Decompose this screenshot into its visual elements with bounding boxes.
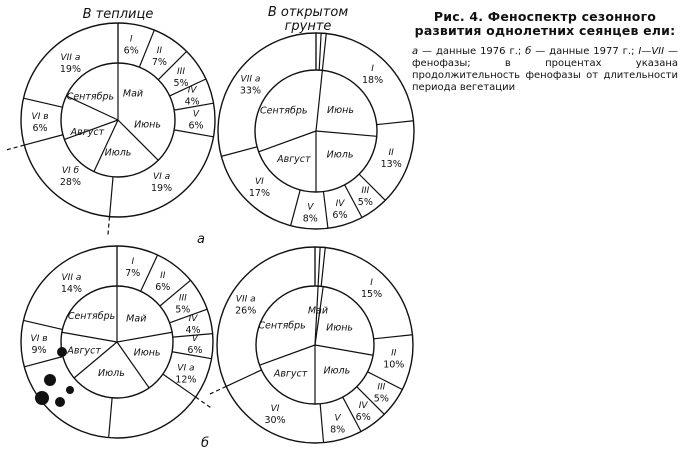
ink-blot xyxy=(57,347,67,357)
chart-1-phase-value: 8% xyxy=(302,213,318,225)
chart-0-phase-value: 6% xyxy=(188,120,204,132)
caption-b: б xyxy=(525,46,532,57)
chart-1-segment-boundary xyxy=(291,190,301,226)
chart-0-month-label: Июнь xyxy=(134,119,162,131)
chart-0-month-label: Май xyxy=(122,88,144,100)
chart-2-month-label: Сентябрь xyxy=(67,311,116,323)
chart-0-phase-value: 6% xyxy=(123,45,139,57)
chart-2-phase-label: III xyxy=(178,293,187,304)
chart-1-month-label: Июнь xyxy=(327,104,354,116)
chart-1-phase-value: 17% xyxy=(248,188,270,200)
chart-3-dashed-mark xyxy=(208,386,226,394)
chart-0-phase-value: 5% xyxy=(173,78,189,90)
chart-0-segment-boundary xyxy=(110,177,113,217)
greenhouse-header: В теплице xyxy=(82,7,154,22)
chart-3-segment-boundary xyxy=(374,335,413,339)
chart-3-month-label: Июль xyxy=(323,365,351,377)
chart-1-month-divider xyxy=(259,131,316,152)
caption-text-2: — данные 1977 г.; xyxy=(531,46,639,57)
chart-0-phase-value: 28% xyxy=(59,177,81,189)
chart-2-segment-boundary xyxy=(23,320,62,329)
caption-text-1: — данные 1976 г.; xyxy=(418,46,526,57)
chart-2-month-divider xyxy=(117,332,172,342)
chart-0-phase-label: VI а xyxy=(152,171,171,182)
chart-1-segment-boundary xyxy=(377,121,414,125)
chart-0-phase-label: VI б xyxy=(61,166,80,177)
chart-0-phase-value: 4% xyxy=(184,96,200,108)
chart-3-month-divider xyxy=(315,345,373,355)
chart-2-month-label: Август xyxy=(67,345,101,357)
chart-3-phase-value: 26% xyxy=(235,305,257,317)
chart-1-segment-boundary xyxy=(319,33,321,70)
chart-2-segment-boundary xyxy=(24,356,63,366)
ink-blot xyxy=(66,386,74,394)
chart-1-month-divider xyxy=(316,131,377,136)
chart-1-phase-label: III xyxy=(361,185,370,196)
chart-0-segment-boundary xyxy=(24,135,63,145)
chart-3-phase-value: 15% xyxy=(361,288,383,300)
chart-1-segment-boundary xyxy=(221,147,257,157)
chart-2-phase-label: II xyxy=(160,270,166,281)
chart-0-phase-value: 6% xyxy=(32,123,48,135)
chart-1-phase-label: IV xyxy=(335,198,345,209)
chart-2-phase-label: I xyxy=(131,257,135,268)
chart-1-phase-value: 18% xyxy=(362,74,384,86)
chart-2-dashed-mark xyxy=(196,397,212,408)
chart-0-phase-label: VI в xyxy=(31,112,49,123)
chart-3-phase-value: 8% xyxy=(330,424,346,436)
chart-0-dashed-mark xyxy=(108,217,110,237)
chart-3-phase-value: 6% xyxy=(355,411,371,423)
chart-2-phase-value: 6% xyxy=(155,281,171,293)
chart-2-phase-value: 7% xyxy=(125,268,141,280)
chart-0-month-label: Июль xyxy=(104,147,132,159)
chart-0-phase-label: VII а xyxy=(60,52,81,63)
panel-b-label: б xyxy=(201,436,210,451)
chart-2-segment-boundary xyxy=(109,398,112,438)
chart-3-phase-value: 30% xyxy=(264,414,286,426)
chart-2-month-label: Май xyxy=(126,313,147,325)
chart-0-month-label: Август xyxy=(70,126,105,138)
chart-2-phase-value: 5% xyxy=(175,304,191,316)
chart-0-segment-boundary xyxy=(23,98,62,107)
chart-3-phase-label: IV xyxy=(358,400,368,411)
chart-3-phase-value: 5% xyxy=(373,393,389,405)
chart-3-segment-boundary xyxy=(321,248,325,287)
chart-0-phase-label: V xyxy=(192,109,200,120)
chart-3-phase-label: V xyxy=(334,413,341,424)
chart-0-phase-label: III xyxy=(177,67,185,78)
chart-0-phase-value: 7% xyxy=(151,56,167,68)
chart-1-phase-label: VI xyxy=(255,177,264,188)
chart-2-phase-label: VI а xyxy=(177,363,195,374)
chart-0-phase-value: 19% xyxy=(151,182,173,194)
chart-1-month-divider xyxy=(316,70,322,131)
ink-blot xyxy=(55,397,65,407)
chart-3-segment-boundary xyxy=(320,404,323,443)
chart-2-phase-value: 14% xyxy=(60,284,83,296)
chart-1-month-label: Сентябрь xyxy=(260,105,308,117)
chart-2-phase-value: 6% xyxy=(187,345,203,357)
open-ground-header-line2: грунте xyxy=(284,19,332,34)
chart-2-month-label: Июнь xyxy=(133,347,161,359)
chart-3-month-label: Июнь xyxy=(326,322,354,334)
chart-2-phase-value: 9% xyxy=(31,345,47,357)
chart-0-phase-value: 19% xyxy=(59,63,81,75)
chart-0-phase-label: IV xyxy=(187,85,197,96)
chart-2-phase-label: VI в xyxy=(30,334,48,345)
chart-2-month-label: Июль xyxy=(98,368,125,380)
chart-3-month-label: Май xyxy=(307,305,329,317)
chart-1-month-label: Август xyxy=(277,153,311,165)
chart-2-month-divider xyxy=(62,332,117,342)
chart-2-phase-label: IV xyxy=(188,313,198,324)
chart-2-phase-label: VII а xyxy=(61,273,82,284)
caption-title: Рис. 4. Феноспектр сезонного развития однолетних сеянцев ели: xyxy=(414,9,676,38)
chart-3-segment-boundary xyxy=(318,247,320,286)
caption-a: а xyxy=(412,46,419,57)
chart-1-phase-label: I xyxy=(371,63,374,74)
caption-range: I—VII xyxy=(638,46,665,57)
chart-1-phase-label: VII а xyxy=(240,74,261,85)
open-ground-header-line1: В открытом xyxy=(267,5,349,20)
chart-1-phase-label: V xyxy=(307,202,314,213)
ink-blot xyxy=(35,391,49,405)
caption-text-3: — фенофазы; в процентах указана продолжительность фенофазы от длительности периода вегетации xyxy=(412,46,678,93)
chart-3-month-label: Август xyxy=(273,368,308,380)
panel-a-label: а xyxy=(197,232,205,247)
chart-0-phase-label: I xyxy=(129,34,133,45)
ink-blot xyxy=(44,374,56,386)
chart-1-phase-label: II xyxy=(388,147,394,158)
chart-1-phase-value: 6% xyxy=(332,209,348,221)
chart-1-month-label: Июль xyxy=(326,149,354,161)
chart-3-segment-boundary xyxy=(226,370,261,386)
chart-0-month-label: Сентябрь xyxy=(66,91,115,103)
chart-2-phase-label: V xyxy=(191,334,199,345)
chart-3-phase-label: VI xyxy=(270,403,280,414)
chart-0-phase-label: II xyxy=(156,45,163,56)
chart-3-phase-label: VII а xyxy=(235,294,256,305)
chart-1-phase-value: 13% xyxy=(380,158,402,170)
chart-2-phase-value: 4% xyxy=(185,324,201,336)
chart-3-month-divider xyxy=(260,345,315,365)
chart-2-phase-value: 12% xyxy=(175,374,197,386)
chart-3-phase-label: II xyxy=(391,348,397,359)
chart-3-phase-value: 10% xyxy=(383,359,405,371)
chart-3-phase-label: I xyxy=(370,277,373,288)
chart-1-segment-boundary xyxy=(323,192,328,229)
chart-1-phase-value: 5% xyxy=(357,196,373,208)
chart-0-dashed-mark xyxy=(5,145,24,150)
chart-3-phase-label: III xyxy=(377,382,386,393)
chart-1-segment-boundary xyxy=(322,34,326,71)
chart-1-phase-value: 33% xyxy=(239,85,262,97)
chart-3-month-label: Сентябрь xyxy=(258,320,306,332)
